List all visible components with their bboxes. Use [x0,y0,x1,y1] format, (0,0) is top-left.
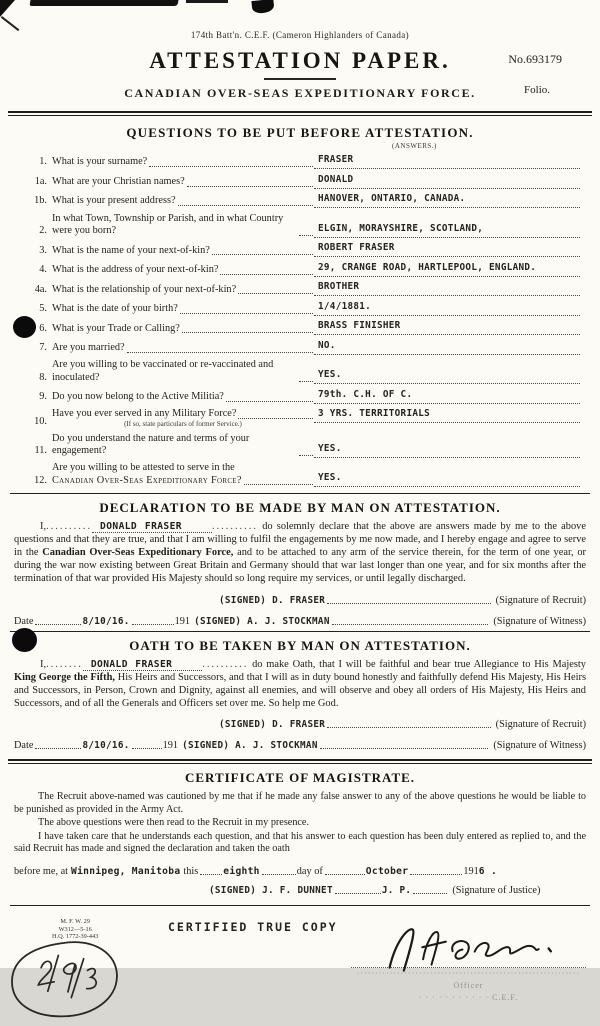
question-number: 7. [39,342,47,354]
dotted-leader [132,748,162,749]
question-row [28,462,580,487]
answer-value: NO. [318,339,336,351]
question-line [52,264,314,277]
year-prefix: 191 [174,615,191,627]
question-note: (If so, state particulars of former Service.) [124,419,242,428]
question-number: 6. [39,322,47,334]
question-number: 12. [34,474,47,486]
question-label-smallcaps: Canadian Over-Seas Expeditionary Force? [52,474,242,486]
oath-name: DONALD FRASER [83,659,202,671]
print-code-3: H.Q. 1772-39-443 [52,933,99,941]
certificate-paragraph-3 [0,831,600,856]
this-printed: this [183,865,199,877]
title-divider [264,78,336,80]
justice-signed: (SIGNED) J. F. DUNNET [209,884,333,896]
dotted-leader [220,274,313,275]
answer-value: 1/4/1881. [318,300,372,312]
question-text [52,213,314,238]
question-row [28,154,580,169]
dotted-leader [244,484,313,485]
justice-signature-row [0,885,600,896]
question-text [52,264,314,277]
question-line [52,176,314,189]
page-title: ATTESTATION PAPER. [149,48,451,73]
before-me-printed: before me, at [14,865,69,877]
signature-of-witness-label: (Signature of Witness) [493,740,586,752]
dotted-leader [127,352,313,353]
certified-true-copy-stamp: CERTIFIED TRUE COPY [168,919,338,934]
dotted-leader [200,874,222,875]
question-number: 1a. [34,175,47,187]
oath-recruit-signed: (SIGNED) D. FRASER [219,719,326,731]
folio-label: Folio. [524,84,550,96]
dotted-leader [226,401,313,402]
answer-field [314,242,580,257]
question-label: Are you willing to be attested to serve in the [52,462,235,474]
question-label: What is the name of your next-of-kin? [52,244,210,256]
question-row [28,320,580,335]
dotted-leader [413,893,447,894]
question-label: What is your surname? [52,156,148,168]
date-label: Date [14,615,34,627]
question-label: What is your present address? [52,195,176,207]
dotted-leader [410,874,462,875]
question-text [52,408,314,428]
declaration-date-value: 8/10/16. [82,615,130,627]
oath-recruit-signature-row [0,719,600,730]
question-line [52,195,314,208]
question-label: Are you willing to be vaccinated or re-vaccinated and inoculated? [52,359,274,383]
question-line [52,391,314,404]
dotted-leader [187,186,313,187]
dotted-leader [35,624,81,625]
question-text [52,176,314,189]
oath-body-1: do make Oath, that I will be faithful and bear true Allegiance to His Majesty [252,658,586,670]
question-line [52,284,314,297]
question-text [52,245,314,258]
jp-suffix: J. P. [381,884,412,896]
question-label: Are you married? [52,342,125,354]
punch-hole-top [13,316,36,338]
signature-of-witness-label: (Signature of Witness) [493,615,586,627]
question-text [52,462,314,487]
question-row [28,281,580,296]
scan-artifact-corner-mark [0,0,15,17]
dotted-leader [327,603,490,604]
declaration-date-row [0,616,600,627]
question-text [52,342,314,355]
certificate-text-2: The above questions were then read to the Recruit in my presence. [38,817,310,829]
question-text [52,284,314,297]
dotted-leader [132,624,174,625]
dotted-leader [238,418,313,419]
answer-value: 79th. C.H. OF C. [318,388,413,400]
dotted-leader [299,235,313,236]
day-of-printed: day of [296,865,323,877]
answer-field [314,443,580,458]
declarant-name: DONALD FRASER [92,521,212,533]
declaration-heading: DECLARATION TO BE MADE BY MAN ON ATTESTATION. [99,500,501,516]
question-row [28,174,580,189]
dotted-leader [335,893,381,894]
certificate-text-3: I have taken care that he understands each question, and that his answer to each question has been duly entered as replied to, and the said Recruit has made and signed the declaration and taken the oath [14,830,586,855]
answer-value: YES. [318,369,342,381]
question-number: 4. [39,264,47,276]
question-text [52,391,314,404]
answer-value: YES. [318,442,342,454]
oath-date-value: 8/10/16. [82,740,130,752]
question-label: What is the date of your birth? [52,303,178,315]
answer-value: BRASS FINISHER [318,320,401,332]
declaration-body-1: do solemnly declare that the above are answers made by me to the above questions and that they are true, and that I am willing to fulfil the engagements by me now made, and I hereby engage and agree to serve in the [14,521,586,559]
question-number: 3. [39,244,47,256]
answer-field [314,174,580,189]
answer-field [314,389,580,404]
footer [0,912,600,1004]
dotted-leader [327,727,490,728]
question-line [52,156,314,169]
oath-body-2: His Heirs and Successors, and that I will as in duty bound honestly and faithfully defend His Majesty, His Heirs and Successors, in Person, Crown and Dignity, against all enemies, and will observe and obey all orders of His Majesty, His Heirs and Successors, and of all the Generals and Officers set over me. So help me God. [14,671,586,709]
signature-of-recruit-label: (Signature of Recruit) [495,594,586,606]
signature-of-justice-label: (Signature of Justice) [452,884,541,896]
signature-of-recruit-label: (Signature of Recruit) [495,719,586,731]
handwritten-circle-stamp [0,931,133,1026]
before-me-row [0,866,600,877]
certificate-text-1: The Recruit above-named was cautioned by me that if he made any false answer to any of the above questions he would be liable to be punished as provided in the Army Act. [14,791,586,815]
officer-signature-block [351,916,586,1004]
question-row [28,408,580,428]
question-number: 1. [39,156,47,168]
question-row [28,359,580,384]
answer-value: ELGIN, MORAYSHIRE, SCOTLAND, [318,222,484,234]
battalion-line: 174th Batt'n. C.E.F. (Cameron Highlanders of Canada) [190,30,410,40]
date-label: Date [14,740,34,752]
year-prefix: 191 [162,740,179,752]
force-subtitle: CANADIAN OVER-SEAS EXPEDITIONARY FORCE. [124,86,476,100]
answer-value: YES. [318,472,342,484]
answer-value: HANOVER, ONTARIO, CANADA. [318,193,466,204]
scan-artifact-top-bar [29,0,178,6]
dotted-leader [212,254,313,255]
question-label: Do you understand the nature and terms of your engagement? [52,432,250,457]
question-number: 4a. [34,283,47,295]
answer-value: BROTHER [318,281,360,293]
dotted-leader [180,313,313,314]
question-label: What is the address of your next-of-kin? [52,264,219,276]
declaration-intro: I, [40,521,47,533]
question-row [28,242,580,257]
question-row [28,262,580,277]
question-label: In what Town, Township or Parish, and in what Country were you born? [52,212,284,237]
declaration-bold-phrase: Canadian Over-Seas Expeditionary Force, [42,547,234,559]
answer-field [314,262,580,277]
answer-field [314,408,580,423]
print-code-1: M. F. W. 29 [60,917,90,925]
answer-field [314,340,580,355]
oath-witness-signed: (SIGNED) A. J. STOCKMAN [182,740,318,752]
declaration-witness-signed: (SIGNED) A. J. STOCKMAN [194,615,330,627]
question-label: What is your Trade or Calling? [52,322,180,334]
question-number: 11. [34,445,47,457]
answer-field [314,223,580,238]
answer-value: ROBERT FRASER [318,242,395,254]
answer-value: FRASER [318,154,354,165]
question-line [52,213,314,238]
dotted-leader [325,874,365,875]
question-text [52,433,314,458]
form-number: No.693179 [508,52,562,66]
oath-date-row [0,740,600,751]
dotted-leader [320,748,489,749]
dotted-leader [262,874,296,875]
answer-field [314,301,580,316]
oath-bold-phrase: King George the Fifth, [14,671,115,683]
dotted-leader [149,166,313,167]
answer-field [314,369,580,384]
scan-artifact-top-fragment [186,0,228,3]
declaration-recruit-signed: (SIGNED) D. FRASER [219,594,326,606]
question-line [52,359,314,384]
dotted-leader [299,381,313,382]
answer-value: DONALD [318,173,354,185]
question-text [52,303,314,316]
oath-paragraph [0,659,600,711]
question-row [28,193,580,208]
declaration-body-2: and to be attached to any arm of the service therein, for the term of one year, or during the war now existing between Great Britain and Germany should that war last longer than one year, and for six months after the termination of that war provided His Majesty should so long require my services, or until legally discharged. [14,547,586,585]
certificate-heading: CERTIFICATE OF MAGISTRATE. [184,770,416,786]
questions-list [0,154,600,487]
oath-intro: I, [40,658,47,670]
month-value: October [365,865,409,877]
question-number: 1b. [34,195,47,207]
questions-heading: QUESTIONS TO BE PUT BEFORE ATTESTATION. [126,125,474,140]
dotted-leader [182,332,313,333]
answer-field [314,154,580,169]
question-line [52,303,314,316]
dots: .......... [211,521,258,533]
year-digit: 6 . [478,865,498,877]
question-line [52,462,314,475]
answer-field [314,281,580,296]
question-line [52,342,314,355]
question-label: Do you now belong to the Active Militia? [52,391,224,403]
question-number: 5. [39,303,47,315]
question-row [28,433,580,458]
question-row [28,389,580,404]
answer-value: 3 YRS. TERRITORIALS [318,408,431,420]
dotted-leader [299,455,313,456]
answers-label: (ANSWERS.) [392,142,437,150]
question-line [52,433,314,458]
footer-divider [10,905,590,906]
print-code-2: W312—5-16 [58,925,92,933]
question-number: 10. [34,415,47,427]
question-line [52,323,314,336]
question-text [52,195,314,208]
answer-field [314,320,580,335]
answer-field [314,472,580,487]
question-text [52,156,314,169]
day-value: eighth [223,865,260,877]
section-divider [10,493,590,494]
question-number: 2. [39,225,47,237]
question-number: 9. [39,391,47,403]
handwritten-signature [362,908,575,975]
dotted-leader [178,205,313,206]
question-text [52,323,314,336]
question-label: What is the relationship of your next-of-kin? [52,283,237,295]
section-divider-double [8,759,592,764]
section-divider-double [8,111,592,116]
declaration-paragraph [0,521,600,585]
declaration-recruit-signature-row [0,595,600,606]
dotted-leader [35,748,81,749]
answer-field [314,193,580,208]
certificate-paragraph-2 [0,817,600,829]
question-row [28,213,580,238]
answer-value: 29, CRANGE ROAD, HARTLEPOOL, ENGLAND. [318,261,537,273]
question-row [28,301,580,316]
faint-caption-1: ····························································· Officer [356,968,581,990]
dots: ........ [46,658,83,670]
dotted-leader [238,293,313,294]
punch-hole-bottom [12,628,37,652]
question-row [28,340,580,355]
question-line-2 [52,475,314,488]
question-line [52,245,314,258]
dots: .......... [202,658,249,670]
year-prefix: 191 [463,865,479,877]
section-divider [10,631,590,632]
question-label: What are your Christian names? [52,175,185,187]
dotted-leader [332,624,489,625]
place-value: Winnipeg, Manitoba [71,865,181,877]
question-number: 8. [39,371,47,383]
question-text [52,359,314,384]
faint-caption-2: · · · · · · · · · · · C.E.F. [418,992,519,1002]
dots: .......... [46,521,93,533]
certificate-paragraph-1 [0,791,600,816]
oath-heading: OATH TO BE TAKEN BY MAN ON ATTESTATION. [129,637,471,653]
question-label: Have you ever served in any Military Force? [52,408,237,420]
